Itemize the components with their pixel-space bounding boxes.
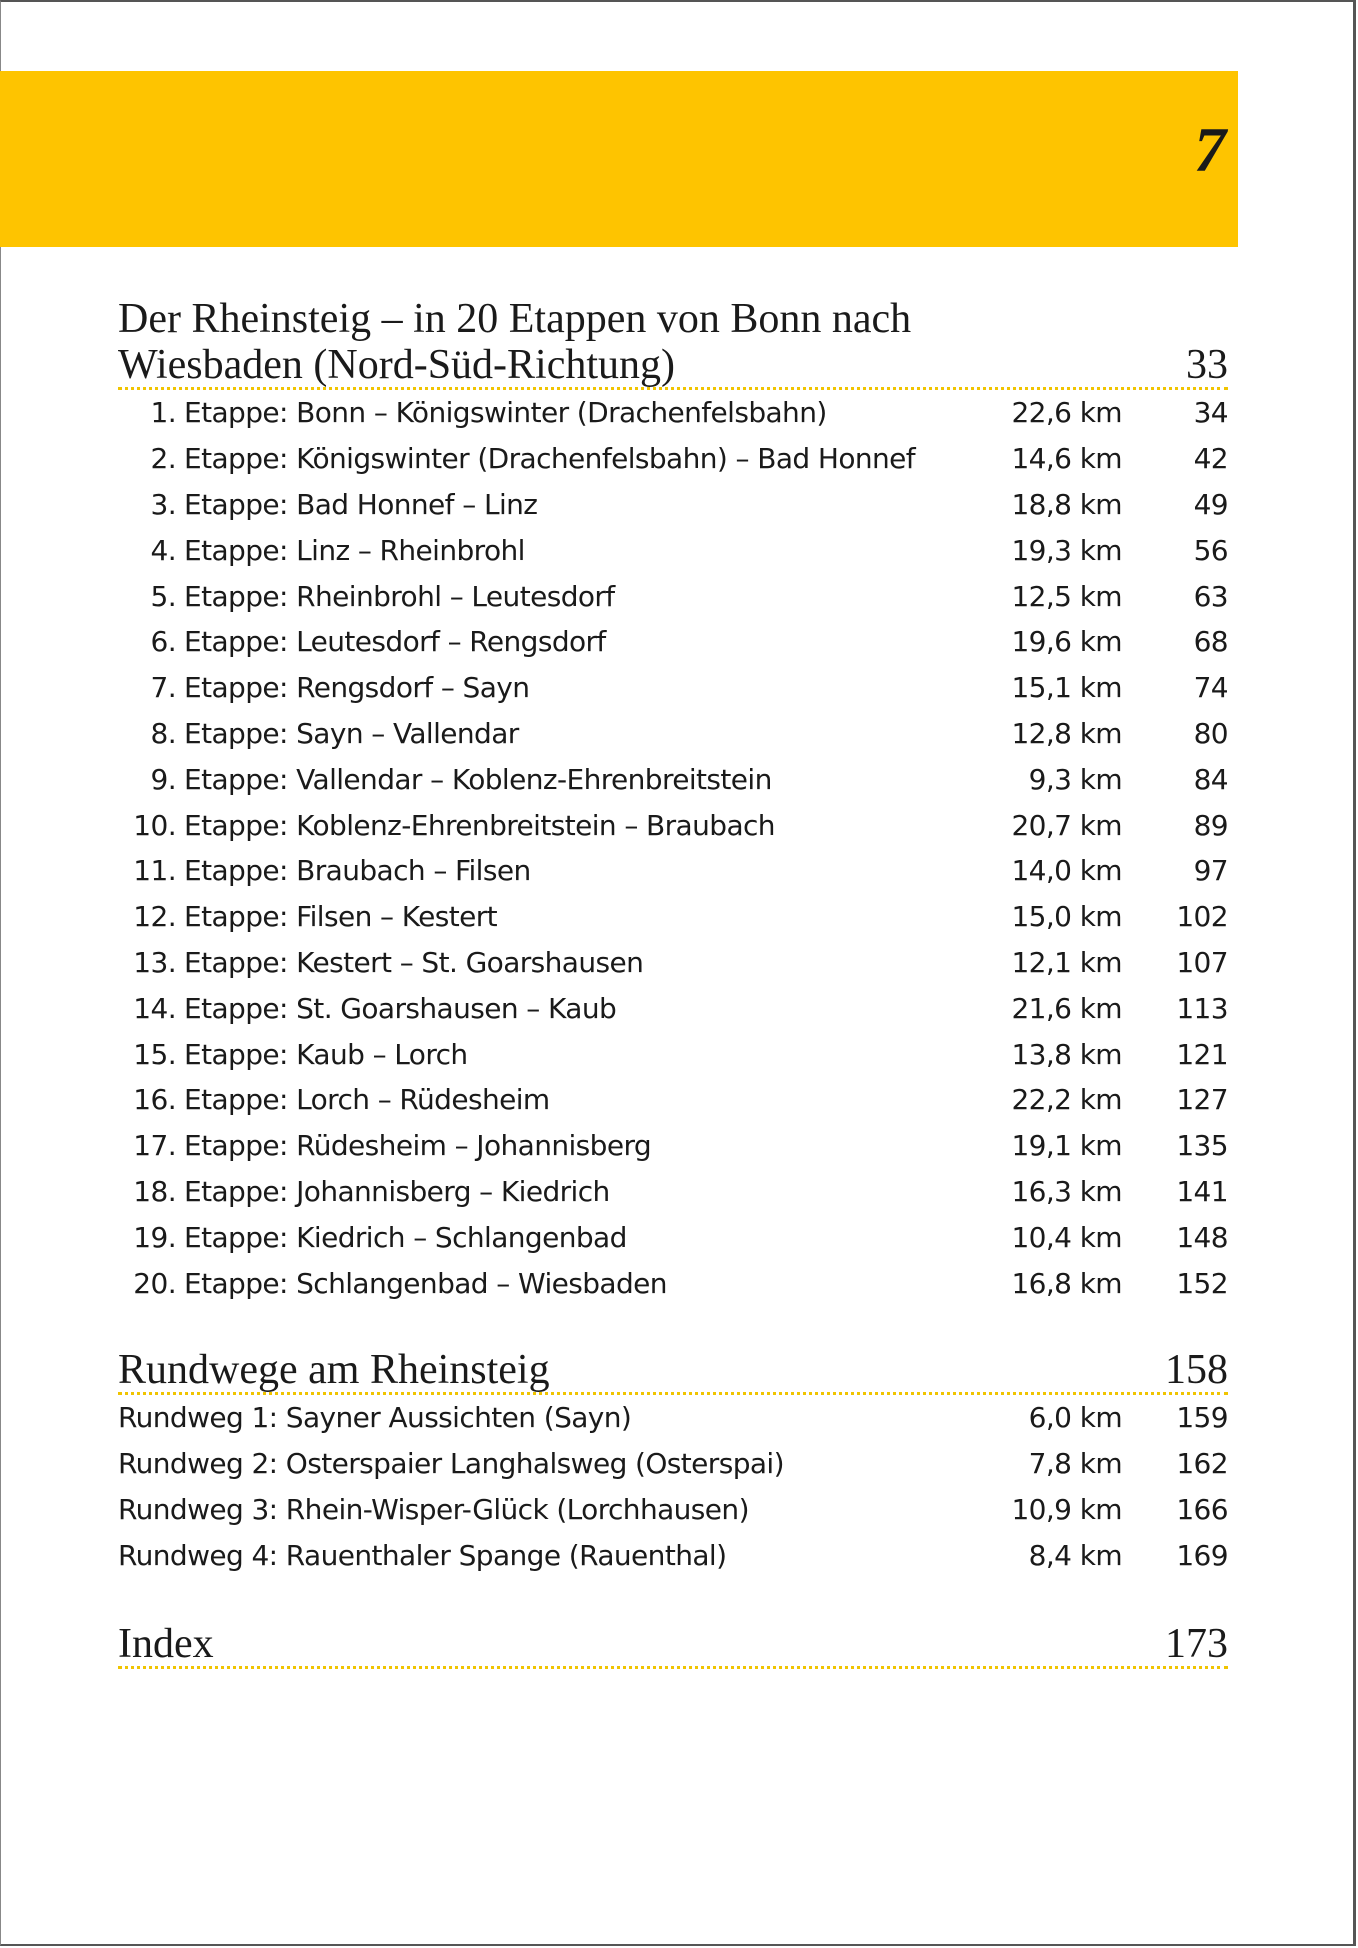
toc-entry[interactable]	[118, 1395, 1228, 1441]
entry-label: Rundweg 1: Sayner Aussichten (Sayn)	[118, 1401, 632, 1435]
entry-distance: 14,0 km	[1011, 854, 1122, 888]
entry-page: 169	[1176, 1538, 1228, 1572]
entry-page: 107	[1176, 945, 1228, 979]
entry-distance: 15,1 km	[1011, 671, 1122, 705]
section-title-line-1: Der Rheinsteig – in 20 Etappen von Bonn nach	[118, 296, 912, 342]
entry-distance: 6,0 km	[1028, 1401, 1122, 1435]
section-page-number: 33	[1186, 342, 1228, 388]
toc-entry[interactable]	[118, 1169, 1228, 1215]
entry-label: Etappe: Lorch – Rüdesheim	[184, 1083, 550, 1117]
entry-distance: 10,9 km	[1011, 1492, 1122, 1526]
etappen-list	[118, 390, 1228, 1306]
entry-distance: 21,6 km	[1011, 991, 1122, 1025]
entry-label: Etappe: Königswinter (Drachenfelsbahn) – Bad Honnef	[184, 442, 916, 476]
entry-number: 10.	[133, 808, 176, 842]
entry-page: 63	[1193, 579, 1228, 613]
toc-entry[interactable]	[118, 527, 1228, 573]
section-page-number: 158	[1165, 1346, 1228, 1393]
entry-page: 89	[1193, 808, 1228, 842]
entry-label: Etappe: Bonn – Königswinter (Drachenfelsbahn)	[184, 396, 827, 430]
entry-page: 162	[1176, 1447, 1228, 1481]
toc-entry[interactable]	[118, 848, 1228, 894]
spacer	[118, 1306, 1228, 1348]
entry-distance: 22,2 km	[1011, 1083, 1122, 1117]
toc-entry[interactable]	[118, 1214, 1228, 1260]
entry-label: Etappe: St. Goarshausen – Kaub	[184, 991, 617, 1025]
entry-page: 159	[1176, 1401, 1228, 1435]
toc-section-index[interactable]	[118, 1622, 1228, 1669]
entry-number: 20.	[133, 1266, 176, 1300]
toc-entry[interactable]	[118, 665, 1228, 711]
entry-distance: 15,0 km	[1011, 900, 1122, 934]
toc-entry[interactable]	[118, 711, 1228, 757]
section-page-number: 173	[1165, 1621, 1228, 1668]
entry-distance: 20,7 km	[1011, 808, 1122, 842]
entry-page: 148	[1176, 1220, 1228, 1254]
entry-number: 7.	[150, 671, 176, 705]
entry-label: Etappe: Linz – Rheinbrohl	[184, 533, 525, 567]
entry-page: 141	[1176, 1174, 1228, 1208]
entry-label: Etappe: Kaub – Lorch	[184, 1037, 468, 1071]
entry-label: Etappe: Johannisberg – Kiedrich	[184, 1174, 610, 1208]
entry-label: Etappe: Koblenz-Ehrenbreitstein – Braubach	[184, 808, 775, 842]
entry-label: Rundweg 2: Osterspaier Langhalsweg (Osterspai)	[118, 1447, 784, 1481]
entry-number: 3.	[150, 487, 176, 521]
entry-page: 56	[1193, 533, 1228, 567]
entry-number: 9.	[150, 762, 176, 796]
entry-label: Etappe: Rengsdorf – Sayn	[184, 671, 530, 705]
toc-entry[interactable]	[118, 573, 1228, 619]
entry-distance: 8,4 km	[1028, 1538, 1122, 1572]
entry-label: Etappe: Filsen – Kestert	[184, 900, 498, 934]
entry-number: 11.	[133, 854, 176, 888]
entry-page: 74	[1193, 671, 1228, 705]
entry-label: Rundweg 3: Rhein-Wisper-Glück (Lorchhausen)	[118, 1492, 749, 1526]
toc-entry[interactable]	[118, 1123, 1228, 1169]
toc-entry[interactable]	[118, 1441, 1228, 1487]
entry-label: Etappe: Rüdesheim – Johannisberg	[184, 1129, 652, 1163]
toc-section-rundwege[interactable]	[118, 1348, 1228, 1395]
entry-page: 166	[1176, 1492, 1228, 1526]
chapter-header-bar	[0, 71, 1238, 247]
entry-page: 152	[1176, 1266, 1228, 1300]
entry-number: 19.	[133, 1220, 176, 1254]
toc-section-etappen[interactable]	[118, 296, 1228, 390]
spacer	[118, 1578, 1228, 1622]
entry-page: 49	[1193, 487, 1228, 521]
entry-distance: 16,3 km	[1011, 1174, 1122, 1208]
entry-number: 1.	[150, 396, 176, 430]
entry-label: Etappe: Rheinbrohl – Leutesdorf	[184, 579, 615, 613]
entry-label: Etappe: Braubach – Filsen	[184, 854, 531, 888]
entry-distance: 19,1 km	[1011, 1129, 1122, 1163]
toc-entry[interactable]	[118, 1260, 1228, 1306]
toc-entry[interactable]	[118, 1532, 1228, 1578]
entry-label: Etappe: Schlangenbad – Wiesbaden	[184, 1266, 667, 1300]
entry-distance: 22,6 km	[1011, 396, 1122, 430]
entry-page: 113	[1176, 991, 1228, 1025]
entry-distance: 18,8 km	[1011, 487, 1122, 521]
section-title-line-2: Wiesbaden (Nord-Süd-Richtung)	[118, 342, 676, 388]
entry-distance: 14,6 km	[1011, 442, 1122, 476]
entry-label: Rundweg 4: Rauenthaler Spange (Rauenthal)	[118, 1538, 727, 1572]
entry-label: Etappe: Kiedrich – Schlangenbad	[184, 1220, 627, 1254]
entry-distance: 12,5 km	[1011, 579, 1122, 613]
entry-number: 13.	[133, 945, 176, 979]
entry-number: 5.	[150, 579, 176, 613]
entry-page: 84	[1193, 762, 1228, 796]
toc-entry[interactable]	[118, 436, 1228, 482]
toc-entry[interactable]	[118, 940, 1228, 986]
entry-number: 14.	[133, 991, 176, 1025]
toc-entry[interactable]	[118, 1031, 1228, 1077]
entry-number: 12.	[133, 900, 176, 934]
entry-distance: 10,4 km	[1011, 1220, 1122, 1254]
entry-distance: 12,1 km	[1011, 945, 1122, 979]
entry-page: 102	[1176, 900, 1228, 934]
entry-distance: 19,3 km	[1011, 533, 1122, 567]
entry-distance: 9,3 km	[1028, 762, 1122, 796]
toc-entry[interactable]	[118, 756, 1228, 802]
toc-entry[interactable]	[118, 1077, 1228, 1123]
entry-label: Etappe: Leutesdorf – Rengsdorf	[184, 625, 606, 659]
toc-entry[interactable]	[118, 619, 1228, 665]
entry-page: 34	[1193, 396, 1228, 430]
entry-number: 15.	[133, 1037, 176, 1071]
entry-number: 18.	[133, 1174, 176, 1208]
entry-page: 135	[1176, 1129, 1228, 1163]
entry-page: 80	[1193, 716, 1228, 750]
section-title: Index	[118, 1621, 214, 1668]
entry-number: 6.	[150, 625, 176, 659]
table-of-contents	[118, 296, 1228, 1669]
entry-page: 68	[1193, 625, 1228, 659]
entry-page: 121	[1176, 1037, 1228, 1071]
entry-number: 17.	[133, 1129, 176, 1163]
toc-entry[interactable]	[118, 482, 1228, 528]
entry-number: 16.	[133, 1083, 176, 1117]
chapter-number: 7	[1194, 114, 1226, 185]
entry-distance: 16,8 km	[1011, 1266, 1122, 1300]
section-title: Rundwege am Rheinsteig	[118, 1346, 550, 1393]
entry-number: 4.	[150, 533, 176, 567]
entry-distance: 19,6 km	[1011, 625, 1122, 659]
entry-label: Etappe: Kestert – St. Goarshausen	[184, 945, 644, 979]
rundwege-list	[118, 1395, 1228, 1578]
toc-entry[interactable]	[118, 1487, 1228, 1533]
entry-page: 127	[1176, 1083, 1228, 1117]
entry-page: 42	[1193, 442, 1228, 476]
toc-entry[interactable]	[118, 894, 1228, 940]
entry-number: 2.	[150, 442, 176, 476]
entry-distance: 7,8 km	[1028, 1447, 1122, 1481]
toc-entry[interactable]	[118, 985, 1228, 1031]
entry-distance: 12,8 km	[1011, 716, 1122, 750]
entry-label: Etappe: Sayn – Vallendar	[184, 716, 519, 750]
entry-page: 97	[1193, 854, 1228, 888]
entry-label: Etappe: Vallendar – Koblenz-Ehrenbreitstein	[184, 762, 772, 796]
entry-number: 8.	[150, 716, 176, 750]
entry-label: Etappe: Bad Honnef – Linz	[184, 487, 538, 521]
toc-entry[interactable]	[118, 802, 1228, 848]
entry-distance: 13,8 km	[1011, 1037, 1122, 1071]
toc-entry[interactable]	[118, 390, 1228, 436]
